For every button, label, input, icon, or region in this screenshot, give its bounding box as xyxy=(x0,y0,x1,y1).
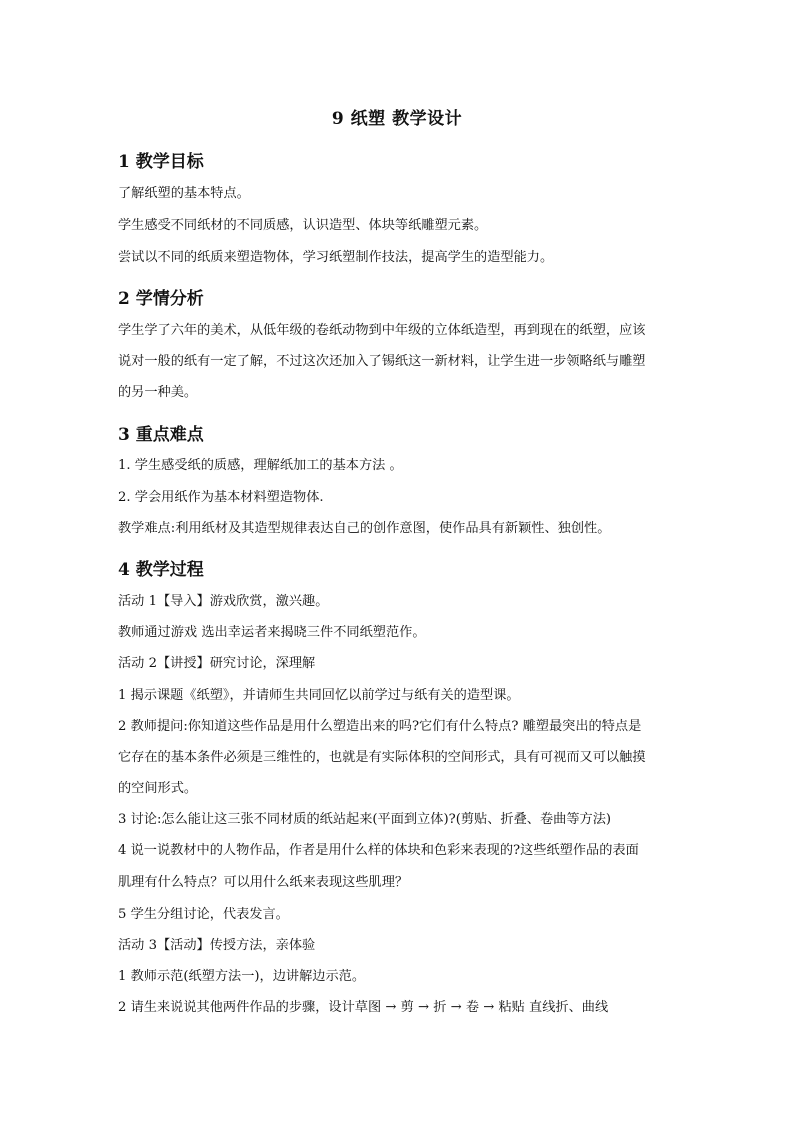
paragraph-line: 1 教师示范(纸塑方法一)，边讲解边示范。 xyxy=(118,969,366,984)
paragraph-line: 1 揭示课题《纸塑》，并请师生共同回忆以前学过与纸有关的造型课。 xyxy=(118,688,520,703)
paragraph-line: 教学难点:利用纸材及其造型规律表达自己的创作意图，使作品具有新颖性、独创性。 xyxy=(118,521,611,536)
paragraph-line: 1. 学生感受纸的质感，理解纸加工的基本方法 。 xyxy=(118,458,403,473)
paragraph-line: 说对一般的纸有一定了解，不过这次还加入了锡纸这一新材料，让学生进一步领略纸与雕塑 xyxy=(118,354,646,369)
paragraph-line: 2 教师提问:你知道这些作品是用什么塑造出来的吗?它们有什么特点? 雕塑最突出的特点是 xyxy=(118,719,642,734)
section-heading-objectives: 1 教学目标 xyxy=(118,152,204,172)
paragraph-line: 教师通过游戏 选出幸运者来揭晓三件不同纸塑范作。 xyxy=(118,625,426,640)
paragraph-line: 它存在的基本条件必须是三维性的，也就是有实际体积的空间形式，具有可视而又可以触摸 xyxy=(118,750,646,765)
section-heading-analysis: 2 学情分析 xyxy=(118,289,204,309)
paragraph-line: 2 请生来说说其他两件作品的步骤，设计草图 → 剪 → 折 → 卷 → 粘贴 直线折、曲线 xyxy=(118,1000,609,1015)
paragraph-line: 的空间形式。 xyxy=(118,781,198,796)
paragraph-line: 5 学生分组讨论，代表发言。 xyxy=(118,907,289,922)
paragraph-line: 了解纸塑的基本特点。 xyxy=(118,186,250,201)
paragraph-line: 活动 2【讲授】研究讨论，深理解 xyxy=(118,656,316,671)
paragraph-line: 尝试以不同的纸质来塑造物体，学习纸塑制作技法，提高学生的造型能力。 xyxy=(118,250,554,265)
paragraph-line: 2. 学会用纸作为基本材料塑造物体. xyxy=(118,490,324,505)
paragraph-line: 学生感受不同纸材的不同质感，认识造型、体块等纸雕塑元素。 xyxy=(118,218,488,233)
paragraph-line: 的另一种美。 xyxy=(118,385,198,400)
section-heading-key-points: 3 重点难点 xyxy=(118,425,204,445)
paragraph-line: 活动 1【导入】游戏欣赏，激兴趣。 xyxy=(118,594,329,609)
paragraph-line: 4 说一说教材中的人物作品，作者是用什么样的体块和色彩来表现的?这些纸塑作品的表面 xyxy=(118,843,639,858)
section-heading-process: 4 教学过程 xyxy=(118,560,204,580)
paragraph-line: 学生学了六年的美术，从低年级的卷纸动物到中年级的立体纸造型，再到现在的纸塑，应该 xyxy=(118,323,646,338)
paragraph-line: 3 讨论:怎么能让这三张不同材质的纸站起来(平面到立体)?(剪贴、折叠、卷曲等方法) xyxy=(118,812,612,827)
paragraph-line: 肌理有什么特点？可以用什么纸来表现这些肌理？ xyxy=(118,875,409,890)
document-title: 9 纸塑 教学设计 xyxy=(331,109,463,129)
paragraph-line: 活动 3【活动】传授方法，亲体验 xyxy=(118,938,316,953)
